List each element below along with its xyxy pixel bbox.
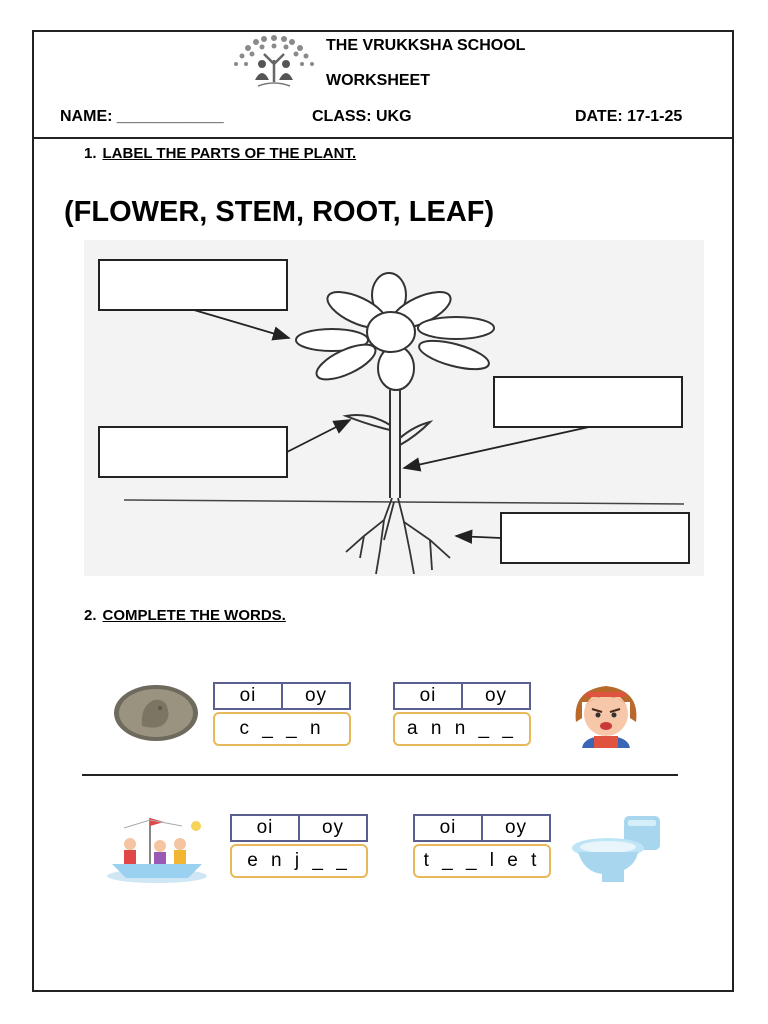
school-name: THE VRUKKSHA SCHOOL	[326, 37, 526, 54]
choice-row	[230, 814, 368, 842]
choice-row	[413, 814, 551, 842]
question-2-number: 2.	[84, 607, 97, 624]
word-item-annoy	[393, 682, 531, 746]
name-field: NAME: ____________	[60, 108, 224, 125]
word-blank[interactable]: a n n _ _	[393, 712, 531, 746]
label-box-leaf	[99, 427, 287, 477]
choice-oy[interactable]: oy	[461, 684, 529, 708]
class-field: CLASS: UKG	[312, 108, 412, 125]
question-1	[84, 145, 356, 162]
choice-row	[393, 682, 531, 710]
arrow-stem	[404, 427, 589, 468]
word-blank[interactable]: e n j _ _	[230, 844, 368, 878]
header-divider	[32, 137, 734, 139]
label-box-root	[501, 513, 689, 563]
ground-line	[124, 500, 684, 504]
plant-diagram	[84, 240, 704, 576]
worksheet-title: WORKSHEET	[326, 72, 430, 89]
label-box-flower	[99, 260, 287, 310]
question-2-text: COMPLETE THE WORDS.	[102, 607, 286, 624]
kids-boat-icon	[104, 812, 210, 884]
question-1-number: 1.	[84, 145, 97, 162]
word-item-toilet	[413, 814, 551, 878]
annoyed-girl-icon	[564, 682, 648, 748]
choice-oi[interactable]: oi	[419, 685, 437, 706]
section-divider	[82, 774, 678, 776]
choice-oy[interactable]: oy	[481, 816, 549, 840]
word-item-coin	[213, 682, 351, 746]
word-item-enjoy	[230, 814, 368, 878]
question-1-text: LABEL THE PARTS OF THE PLANT.	[102, 145, 357, 162]
word-options: (FLOWER, STEM, ROOT, LEAF)	[64, 196, 495, 228]
question-2	[84, 607, 286, 624]
choice-oi[interactable]: oi	[439, 817, 457, 838]
choice-oi[interactable]: oi	[239, 685, 257, 706]
choice-oy[interactable]: oy	[298, 816, 366, 840]
coin-icon	[110, 682, 202, 744]
school-logo-icon	[228, 34, 320, 90]
toilet-icon	[568, 812, 664, 884]
choice-row	[213, 682, 351, 710]
flower-drawing	[296, 273, 494, 390]
arrow-root	[456, 536, 501, 538]
date-field: DATE: 17-1-25	[575, 108, 683, 125]
stem-drawing	[346, 390, 430, 498]
choice-oy[interactable]: oy	[281, 684, 349, 708]
arrow-flower	[194, 310, 289, 338]
root-drawing	[346, 498, 450, 574]
choice-oi[interactable]: oi	[256, 817, 274, 838]
word-blank[interactable]: c _ _ n	[213, 712, 351, 746]
word-blank[interactable]: t _ _ l e t	[413, 844, 551, 878]
label-box-stem	[494, 377, 682, 427]
arrow-leaf	[287, 420, 350, 452]
